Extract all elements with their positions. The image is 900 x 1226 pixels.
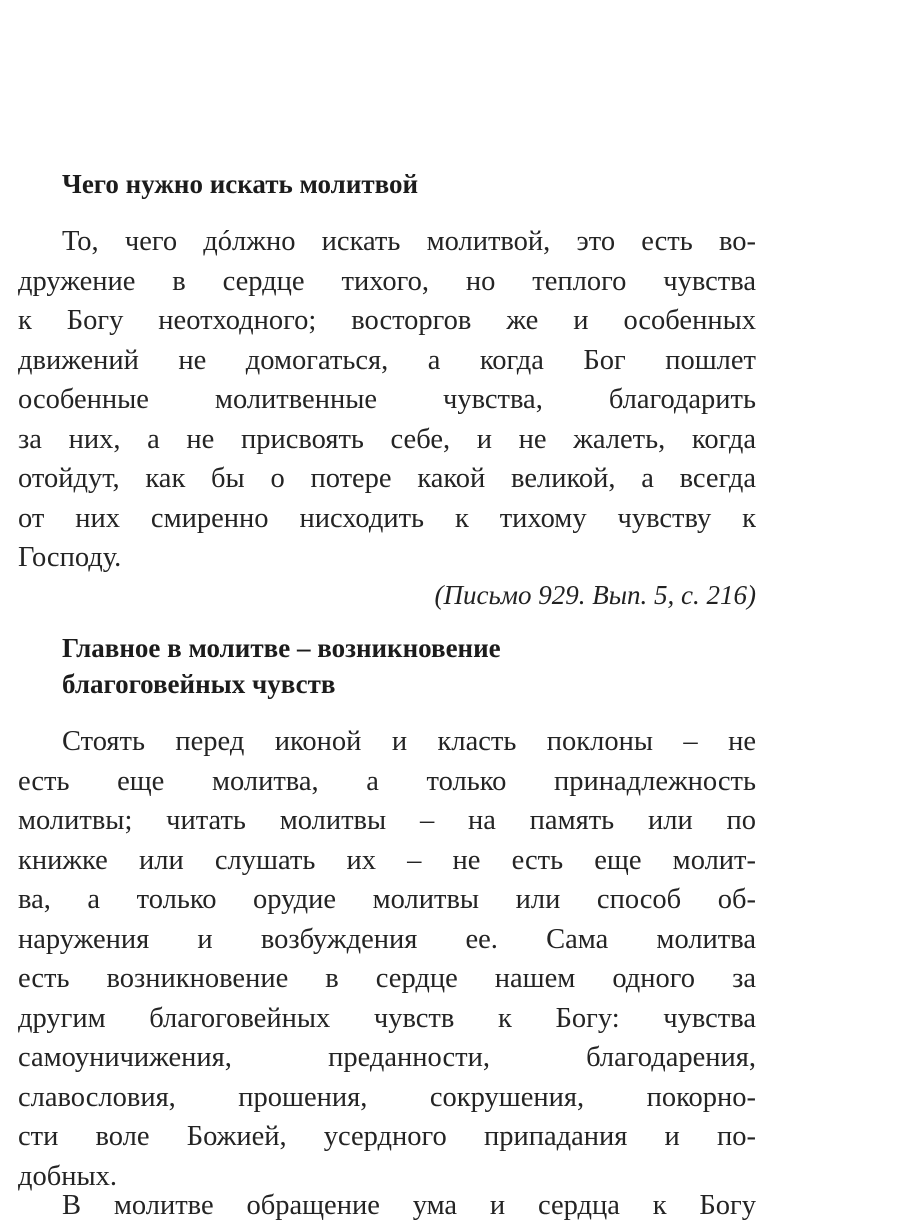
section-2-heading-line-1: Главное в молитве – возникновение [62, 633, 501, 663]
paragraph-line: книжке или слушать их – не есть еще молит- [18, 844, 756, 876]
section-1-heading: Чего нужно искать молитвой [62, 169, 419, 199]
paragraph-line: самоуничижения, преданности, благодарения, [18, 1042, 756, 1073]
section-2-body [18, 722, 756, 1196]
paragraph-line: славословия, прошения, сокрушения, покорно- [18, 1081, 756, 1113]
paragraph-line: от них смиренно нисходить к тихому чувству к [18, 502, 756, 534]
section-1 [18, 166, 756, 202]
citation: (Письмо 929. Вып. 5, с. 216) [434, 580, 756, 610]
section-1-body [18, 222, 756, 578]
paragraph-line: сти воле Божией, усердного припадания и по- [18, 1121, 756, 1152]
cropped-next-line [18, 1186, 756, 1221]
paragraph-line: дружение в сердце тихого, но теплого чувства [18, 265, 756, 297]
paragraph-line: к Богу неотходного; восторгов же и особенных [18, 305, 756, 336]
paragraph-line: ва, а только орудие молитвы или способ об- [18, 884, 756, 915]
paragraph-line: движений не домогаться, а когда Бог пошлет [18, 344, 756, 376]
section-2-heading [18, 630, 756, 702]
paragraph-line: отойдут, как бы о потере какой великой, а всегда [18, 463, 756, 494]
paragraph-line: есть возникновение в сердце нашем одного за [18, 963, 756, 994]
paragraph-line: То, чего дóлжно искать молитвой, это есть во- [62, 226, 756, 257]
section-2-heading-line-2: благоговейных чувств [62, 669, 336, 699]
paragraph-line: есть еще молитва, а только принадлежность [18, 765, 756, 797]
section-1-citation-wrap [18, 576, 756, 614]
paragraph-line: добных. [18, 1160, 118, 1192]
paragraph-line: особенные молитвенные чувства, благодарить [18, 384, 756, 415]
paragraph-line: Стоять перед иконой и класть поклоны – не [62, 726, 756, 757]
paragraph-line: наружения и возбуждения ее. Сама молитва [18, 923, 756, 955]
paragraph-line-partial: В молитве обращение ума и сердца к Богу [62, 1190, 756, 1221]
paragraph-line: Господу. [18, 542, 122, 573]
paragraph-line: другим благоговейных чувств к Богу: чувства [18, 1002, 756, 1034]
paragraph-line: молитвы; читать молитвы – на память или по [18, 805, 756, 836]
paragraph-line: за них, а не присвоять себе, и не жалеть, когда [18, 423, 756, 455]
